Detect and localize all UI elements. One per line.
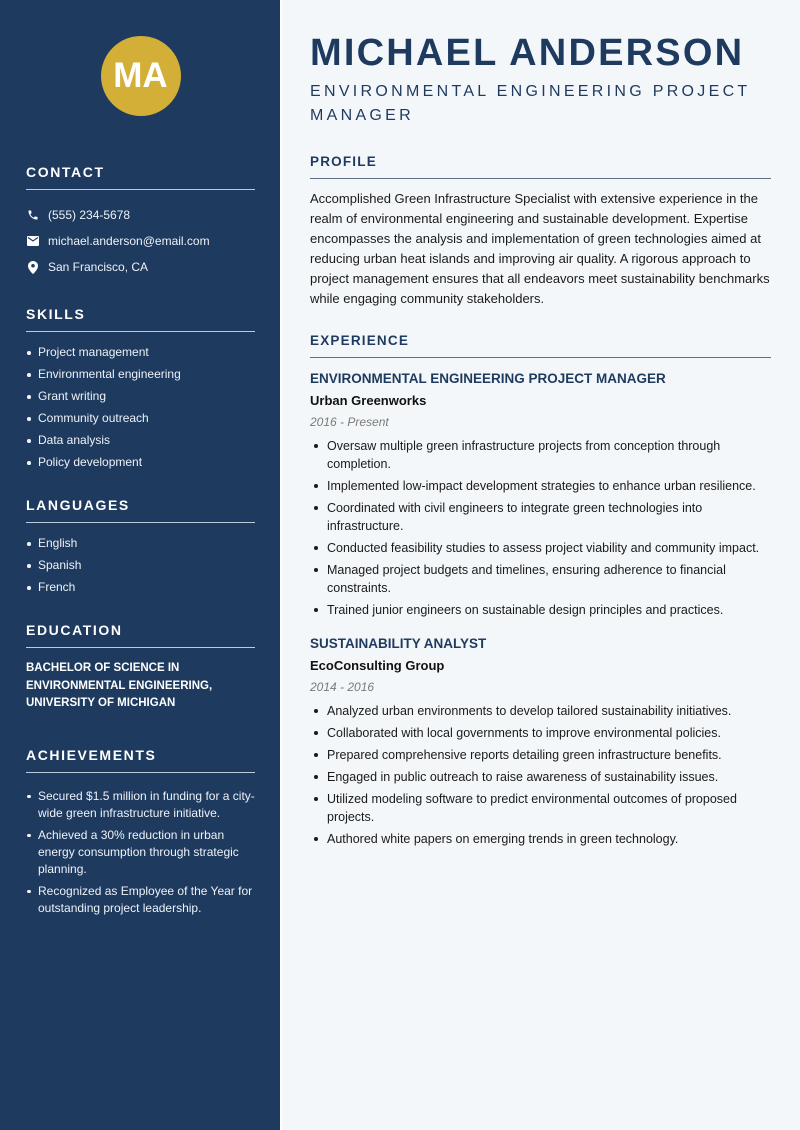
job-bullet: Trained junior engineers on sustainable design principles and practices. (310, 601, 771, 619)
profile-section (310, 154, 771, 309)
job-role: SUSTAINABILITY ANALYST (310, 636, 487, 651)
contact-email (26, 228, 255, 254)
job-dates: 2014 - 2016 (310, 680, 375, 694)
job-bullet: Analyzed urban environments to develop tailored sustainability initiatives. (310, 702, 771, 720)
skill-item: Community outreach (26, 410, 255, 427)
job-entry (310, 633, 771, 848)
contact-heading: CONTACT (26, 164, 255, 190)
job-dates: 2016 - Present (310, 415, 389, 429)
language-item: Spanish (26, 557, 255, 574)
achievements-heading: ACHIEVEMENTS (26, 747, 255, 773)
avatar: MA (101, 36, 181, 116)
skill-item: Grant writing (26, 388, 255, 405)
avatar-container (26, 36, 255, 116)
languages-list (26, 535, 255, 596)
candidate-name: MICHAEL ANDERSON (310, 32, 745, 74)
location-text: San Francisco, CA (48, 260, 149, 274)
achievements-list (26, 788, 255, 917)
achievement-item: Achieved a 30% reduction in urban energy consumption through strategic planning. (26, 827, 255, 878)
job-bullet: Managed project budgets and timelines, ensuring adherence to financial constraints. (310, 561, 771, 597)
achievement-item: Recognized as Employee of the Year for outstanding project leadership. (26, 883, 255, 917)
languages-section (26, 497, 255, 596)
achievements-section (26, 747, 255, 917)
profile-heading: PROFILE (310, 154, 771, 179)
education-degree: BACHELOR OF SCIENCE IN ENVIRONMENTAL ENGINEERING, UNIVERSITY OF MICHIGAN (26, 662, 213, 709)
contact-section (26, 164, 255, 280)
job-entry (310, 368, 771, 619)
skill-item: Environmental engineering (26, 366, 255, 383)
map-pin-icon (26, 260, 40, 274)
job-bullet: Oversaw multiple green infrastructure projects from conception through completion. (310, 437, 771, 473)
skill-item: Policy development (26, 454, 255, 471)
job-company: EcoConsulting Group (310, 658, 445, 673)
profile-summary: Accomplished Green Infrastructure Specialist with extensive experience in the realm of environmental engineering and sustainable development. Expertise encompasses the analysis and implementation of green technologies aimed at reducing urban heat islands and improving air quality. A rigorous approach to project management ensures that all endeavors meet sustainability benchmarks while engaging community stakeholders. (310, 191, 770, 306)
phone-icon (26, 208, 40, 222)
experience-heading: EXPERIENCE (310, 333, 771, 358)
skills-list (26, 344, 255, 471)
contact-phone (26, 202, 255, 228)
job-bullet: Utilized modeling software to predict environmental outcomes of proposed projects. (310, 790, 771, 826)
job-bullets (310, 437, 771, 619)
skill-item: Project management (26, 344, 255, 361)
languages-heading: LANGUAGES (26, 497, 255, 523)
language-item: French (26, 579, 255, 596)
skills-section (26, 306, 255, 471)
job-bullet: Engaged in public outreach to raise awareness of sustainability issues. (310, 768, 771, 786)
main-content (282, 0, 800, 1130)
phone-text: (555) 234-5678 (48, 208, 131, 222)
job-bullet: Collaborated with local governments to improve environmental policies. (310, 724, 771, 742)
job-company: Urban Greenworks (310, 393, 427, 408)
candidate-title: ENVIRONMENTAL ENGINEERING PROJECT MANAGER (310, 83, 751, 124)
job-bullets (310, 702, 771, 848)
skill-item: Data analysis (26, 432, 255, 449)
job-bullet: Coordinated with civil engineers to integrate green technologies into infrastructure. (310, 499, 771, 535)
skills-heading: SKILLS (26, 306, 255, 332)
achievement-item: Secured $1.5 million in funding for a city-wide green infrastructure initiative. (26, 788, 255, 822)
education-heading: EDUCATION (26, 622, 255, 648)
language-item: English (26, 535, 255, 552)
email-text: michael.anderson@email.com (48, 234, 210, 248)
job-bullet: Prepared comprehensive reports detailing green infrastructure benefits. (310, 746, 771, 764)
experience-section (310, 333, 771, 848)
job-bullet: Authored white papers on emerging trends in green technology. (310, 830, 771, 848)
sidebar (0, 0, 280, 1130)
contact-location (26, 254, 255, 280)
envelope-icon (26, 234, 40, 248)
education-section (26, 622, 255, 713)
job-role: ENVIRONMENTAL ENGINEERING PROJECT MANAGER (310, 371, 666, 386)
job-bullet: Conducted feasibility studies to assess project viability and community impact. (310, 539, 771, 557)
job-bullet: Implemented low-impact development strategies to enhance urban resilience. (310, 477, 771, 495)
